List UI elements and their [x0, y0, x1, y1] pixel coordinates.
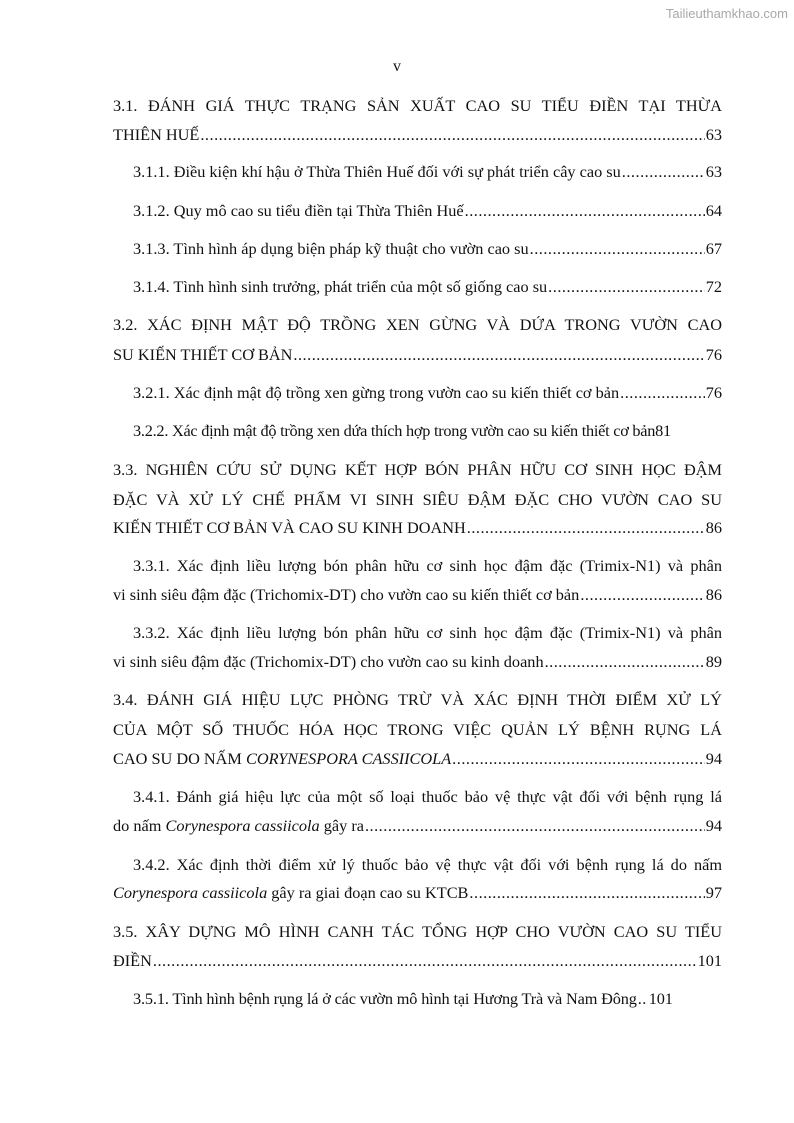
toc-entry-3-3-1-line-1[interactable]: 3.3.1. Xác định liều lượng bón phân hữu cơ sinh học đậm đặc (Trimix-N1) và phân	[133, 556, 722, 575]
toc-text: 3.1.1. Điều kiện khí hậu ở Thừa Thiên Huế đối với sự phát triển cây cao su	[133, 162, 621, 181]
leader-dots	[153, 951, 697, 971]
leader-dots	[293, 345, 704, 365]
toc-text: ĐIỀN	[113, 951, 152, 970]
toc-text: KIẾN THIẾT CƠ BẢN VÀ CAO SU KINH DOANH	[113, 518, 466, 537]
toc-entry-3-2-1[interactable]	[133, 383, 722, 403]
toc-text	[113, 749, 451, 769]
leader-dots	[580, 585, 704, 605]
toc-text-part: CAO SU DO NẤM	[113, 749, 246, 768]
toc-page: 76	[705, 345, 722, 364]
leader-dots	[530, 239, 705, 259]
leader-dots	[469, 883, 704, 903]
toc-page: 86	[705, 585, 722, 604]
toc-entry-3-2[interactable]	[113, 345, 722, 365]
toc-entry-3-4-1-line-1[interactable]: 3.4.1. Đánh giá hiệu lực của một số loại thuốc bảo vệ thực vật đối với bệnh rụng lá	[133, 787, 722, 806]
toc-entry-3-3[interactable]	[113, 518, 722, 538]
toc-page: 76	[705, 383, 722, 402]
toc-text: vi sinh siêu đậm đặc (Trichomix-DT) cho vườn cao su kiến thiết cơ bản	[113, 585, 580, 604]
toc-text: 3.2.1. Xác định mật độ trồng xen gừng trong vườn cao su kiến thiết cơ bản	[133, 383, 620, 402]
toc-page: 101	[697, 951, 722, 970]
toc-entry-3-4-line-2[interactable]: CỦA MỘT SỐ THUỐC HÓA HỌC TRONG VIỆC QUẢN LÝ BỆNH RỤNG LÁ	[113, 720, 722, 739]
toc-entry-3-3-2[interactable]	[113, 652, 722, 672]
toc-text: 3.2.2. Xác định mật độ trồng xen dứa thích hợp trong vườn cao su kiến thiết cơ bản	[133, 421, 656, 440]
toc-page: 64	[705, 201, 722, 220]
toc-text: 3.1.4. Tình hình sinh trưởng, phát triển của một số giống cao su	[133, 277, 548, 296]
toc-text-part: gây ra giai đoạn cao su KTCB	[267, 883, 469, 902]
species-name: CORYNESPORA CASSIICOLA	[245, 749, 452, 768]
toc-page: 63	[705, 162, 722, 181]
leader-dots	[465, 201, 705, 221]
toc-page: 63	[705, 125, 722, 144]
toc-page: 72	[705, 277, 722, 296]
leader-dots	[452, 749, 705, 769]
toc-text: 3.1.3. Tình hình áp dụng biện pháp kỹ thuật cho vườn cao su	[133, 239, 529, 258]
leader-dots	[467, 518, 705, 538]
toc-page: 101	[648, 989, 673, 1008]
toc-page: 94	[705, 816, 722, 835]
toc-entry-3-5-line-1[interactable]: 3.5. XÂY DỰNG MÔ HÌNH CANH TÁC TỔNG HỢP CHO VƯỜN CAO SU TIỂU	[113, 922, 722, 941]
toc-text: SU KIẾN THIẾT CƠ BẢN	[113, 345, 293, 364]
toc-entry-3-1-line-1[interactable]: 3.1. ĐÁNH GIÁ THỰC TRẠNG SẢN XUẤT CAO SU TIỂU ĐIỀN TẠI THỪA	[113, 96, 722, 115]
toc-entry-3-4-line-1[interactable]: 3.4. ĐÁNH GIÁ HIỆU LỰC PHÒNG TRỪ VÀ XÁC ĐỊNH THỜI ĐIỂM XỬ LÝ	[113, 690, 722, 709]
toc-entry-3-1-2[interactable]	[133, 201, 722, 221]
watermark: Tailieuthamkhao.com	[665, 6, 788, 21]
leader-dots	[365, 816, 705, 836]
toc-text-part: do nấm	[113, 816, 166, 835]
toc-page: 97	[705, 883, 722, 902]
toc-entry-3-3-2-line-1[interactable]: 3.3.2. Xác định liều lượng bón phân hữu cơ sinh học đậm đặc (Trimix-N1) và phân	[133, 623, 722, 642]
leader-dots	[200, 125, 704, 145]
toc-entry-3-5-1[interactable]	[133, 989, 722, 1009]
species-name: Corynespora cassiicola	[113, 883, 268, 902]
leader-dots	[638, 989, 648, 1009]
toc-page: 67	[705, 239, 722, 258]
toc-entry-3-4-1[interactable]	[113, 816, 722, 836]
toc-text: 3.5.1. Tình hình bệnh rụng lá ở các vườn mô hình tại Hương Trà và Nam Đông	[133, 989, 637, 1008]
toc-entry-3-3-line-1[interactable]: 3.3. NGHIÊN CỨU SỬ DỤNG KẾT HỢP BÓN PHÂN HỮU CƠ SINH HỌC ĐẬM	[113, 460, 722, 479]
toc-entry-3-2-line-1[interactable]: 3.2. XÁC ĐỊNH MẬT ĐỘ TRỒNG XEN GỪNG VÀ DỨA TRONG VƯỜN CAO	[113, 315, 722, 334]
toc-text-part: gây ra	[319, 816, 364, 835]
leader-dots	[622, 162, 705, 182]
toc-page: 94	[705, 749, 722, 768]
leader-dots	[545, 652, 705, 672]
toc-text	[113, 816, 364, 836]
toc-entry-3-4[interactable]	[113, 749, 722, 769]
toc-text: vi sinh siêu đậm đặc (Trichomix-DT) cho vườn cao su kinh doanh	[113, 652, 544, 671]
toc-entry-3-3-1[interactable]	[113, 585, 722, 605]
leader-dots	[548, 277, 705, 297]
toc-text: 3.1.2. Quy mô cao su tiểu điền tại Thừa Thiên Huế	[133, 201, 464, 220]
leader-dots	[620, 383, 705, 403]
toc-page: 81	[655, 421, 671, 440]
toc-text: THIÊN HUẾ	[113, 125, 200, 144]
toc-entry-3-1-1[interactable]	[133, 162, 722, 182]
toc-entry-3-4-2-line-1[interactable]: 3.4.2. Xác định thời điểm xử lý thuốc bảo vệ thực vật đối với bệnh rụng lá do nấm	[133, 855, 722, 874]
page-number: v	[393, 58, 401, 75]
toc-text	[113, 883, 468, 903]
toc-entry-3-1-4[interactable]	[133, 277, 722, 297]
species-name: Corynespora cassiicola	[165, 816, 320, 835]
toc-entry-3-1[interactable]	[113, 125, 722, 145]
toc-entry-3-2-2[interactable]	[133, 421, 722, 441]
toc-page: 86	[705, 518, 722, 537]
toc-entry-3-1-3[interactable]	[133, 239, 722, 259]
toc-page: 89	[705, 652, 722, 671]
toc-entry-3-3-line-2[interactable]: ĐẶC VÀ XỬ LÝ CHẾ PHẨM VI SINH SIÊU ĐẬM ĐẶC CHO VƯỜN CAO SU	[113, 490, 722, 509]
toc-entry-3-5[interactable]	[113, 951, 722, 971]
toc-entry-3-4-2[interactable]	[113, 883, 722, 903]
